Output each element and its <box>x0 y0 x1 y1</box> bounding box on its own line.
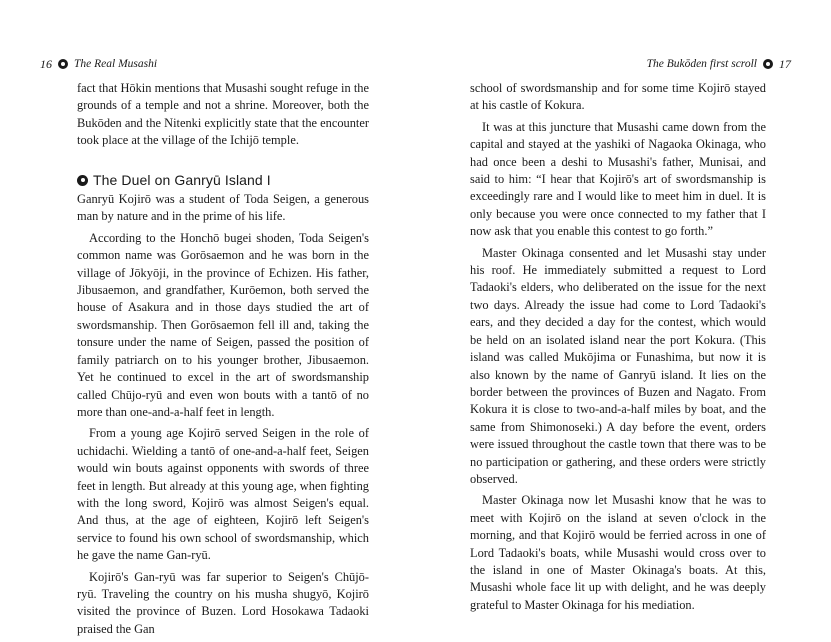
paragraph: According to the Honchō bugei shoden, Toda Seigen's common name was Gorōsaemon and he was born in the village of Jōkyōji, in the province of Echizen. His father, Jibusaemon, and grandfather, Kurōemon, both served the house of Asakura and in those days studied the art of swordsmanship. Then Gorōsaemon fell ill and, taking the tonsure under the name of Seigen, passed the position of family patriarch on to his younger brother, Jibusaemon. Yet he continued to excel in the art of swordsmanship called Chūjo-ryū and even won bouts with a tantō of no more than one-and-a-half feet in length. <box>77 230 369 419</box>
paragraph: It was at this juncture that Musashi came down from the capital and stayed at the yashiki of Nagaoka Okinaga, who had once been a deshi to Musashi's father, Munisai, and said to him: “I hear that Kojirō's art of swordsmanship is exceedingly rare and I would like to meet him in duel. It is only because you were once connected to my father that I now ask that you enable this contest to go forth.” <box>470 119 766 239</box>
right-header-title-main: The Bukōden <box>646 58 707 70</box>
paragraph: fact that Hōkin mentions that Musashi sought refuge in the grounds of a temple and not a shrine. Moreover, both the Bukōden and the Nitenki explicitly state that the encounter took place at the village of the Ichijō temple. <box>77 81 369 148</box>
paragraph: Master Okinaga now let Musashi know that he was to meet with Kojirō on the island at seven o'clock in the morning, and that Kojirō would be ferried across in one of Lord Tadaoki's boats, while Musashi would cross over to the island in one of Master Okinaga's boats. At this, Musashi whole face lit up with delight, and he was deeply grateful to Master Okinaga for his mediation. <box>470 493 766 612</box>
paragraph: Ganryū Kojirō was a student of Toda Seigen, a generous man by nature and in the prime of his life. <box>77 192 369 224</box>
left-body-text <box>77 80 369 642</box>
right-body-text <box>470 80 766 618</box>
right-page-number: 17 <box>779 56 791 71</box>
left-page-number: 16 <box>40 56 52 71</box>
right-page <box>416 0 831 623</box>
left-running-head <box>40 56 157 72</box>
paragraph: Master Okinaga consented and let Musashi stay under his roof. He immediately submitted a request to Lord Tadaoki's elders, who deliberated on the issue for the next two days. Already the issue had come to Lord Tadaoki's ears, and they decided a day for the contest, which would be held on an isolated island near the port Kokura. (This island was called Mukōjima or Funashima, but now it is also known by the name of Ganryū island. It lies on the border between the provinces of Buzen and Nagato. From Kokura it is close to two-and-a-half miles by boat, and the same from Shimonoseki.) A day before the event, orders were issued throughout the castle town that there was to be no participation or gathering, and these orders were strictly observed. <box>470 245 766 486</box>
section-heading <box>77 172 369 189</box>
mon-crest-icon <box>58 59 68 69</box>
paragraph: Kojirō's Gan-ryū was far superior to Seigen's Chūjō-ryū. Traveling the country on his musha shugyō, Kojirō visited the province of Buzen. Lord Hosokawa Tadaoki praised the Gan <box>77 569 369 636</box>
right-header-title-italic: first scroll <box>709 58 757 70</box>
mon-crest-icon <box>77 175 88 186</box>
right-header-title <box>647 58 757 70</box>
paragraph: From a young age Kojirō served Seigen in the role of uchidachi. Wielding a tantō of one-and-a-half feet, Seigen would win bouts against opponents with swords of three feet in length. But already at this young age, when fighting with the long sword, Kojirō was almost Seigen's equal. And thus, at the age of eighteen, Kojirō left Seigen's service to found his own school of swordsmanship, which he gave the name Gan-ryū. <box>77 426 369 563</box>
section-title: The Duel on Ganryū Island I <box>93 171 271 188</box>
left-header-title: The Real Musashi <box>74 58 158 70</box>
right-running-head <box>647 56 791 72</box>
mon-crest-icon <box>763 59 773 69</box>
left-page <box>0 0 415 636</box>
paragraph: school of swordsmanship and for some time Kojirō stayed at his castle of Kokura. <box>470 81 766 113</box>
